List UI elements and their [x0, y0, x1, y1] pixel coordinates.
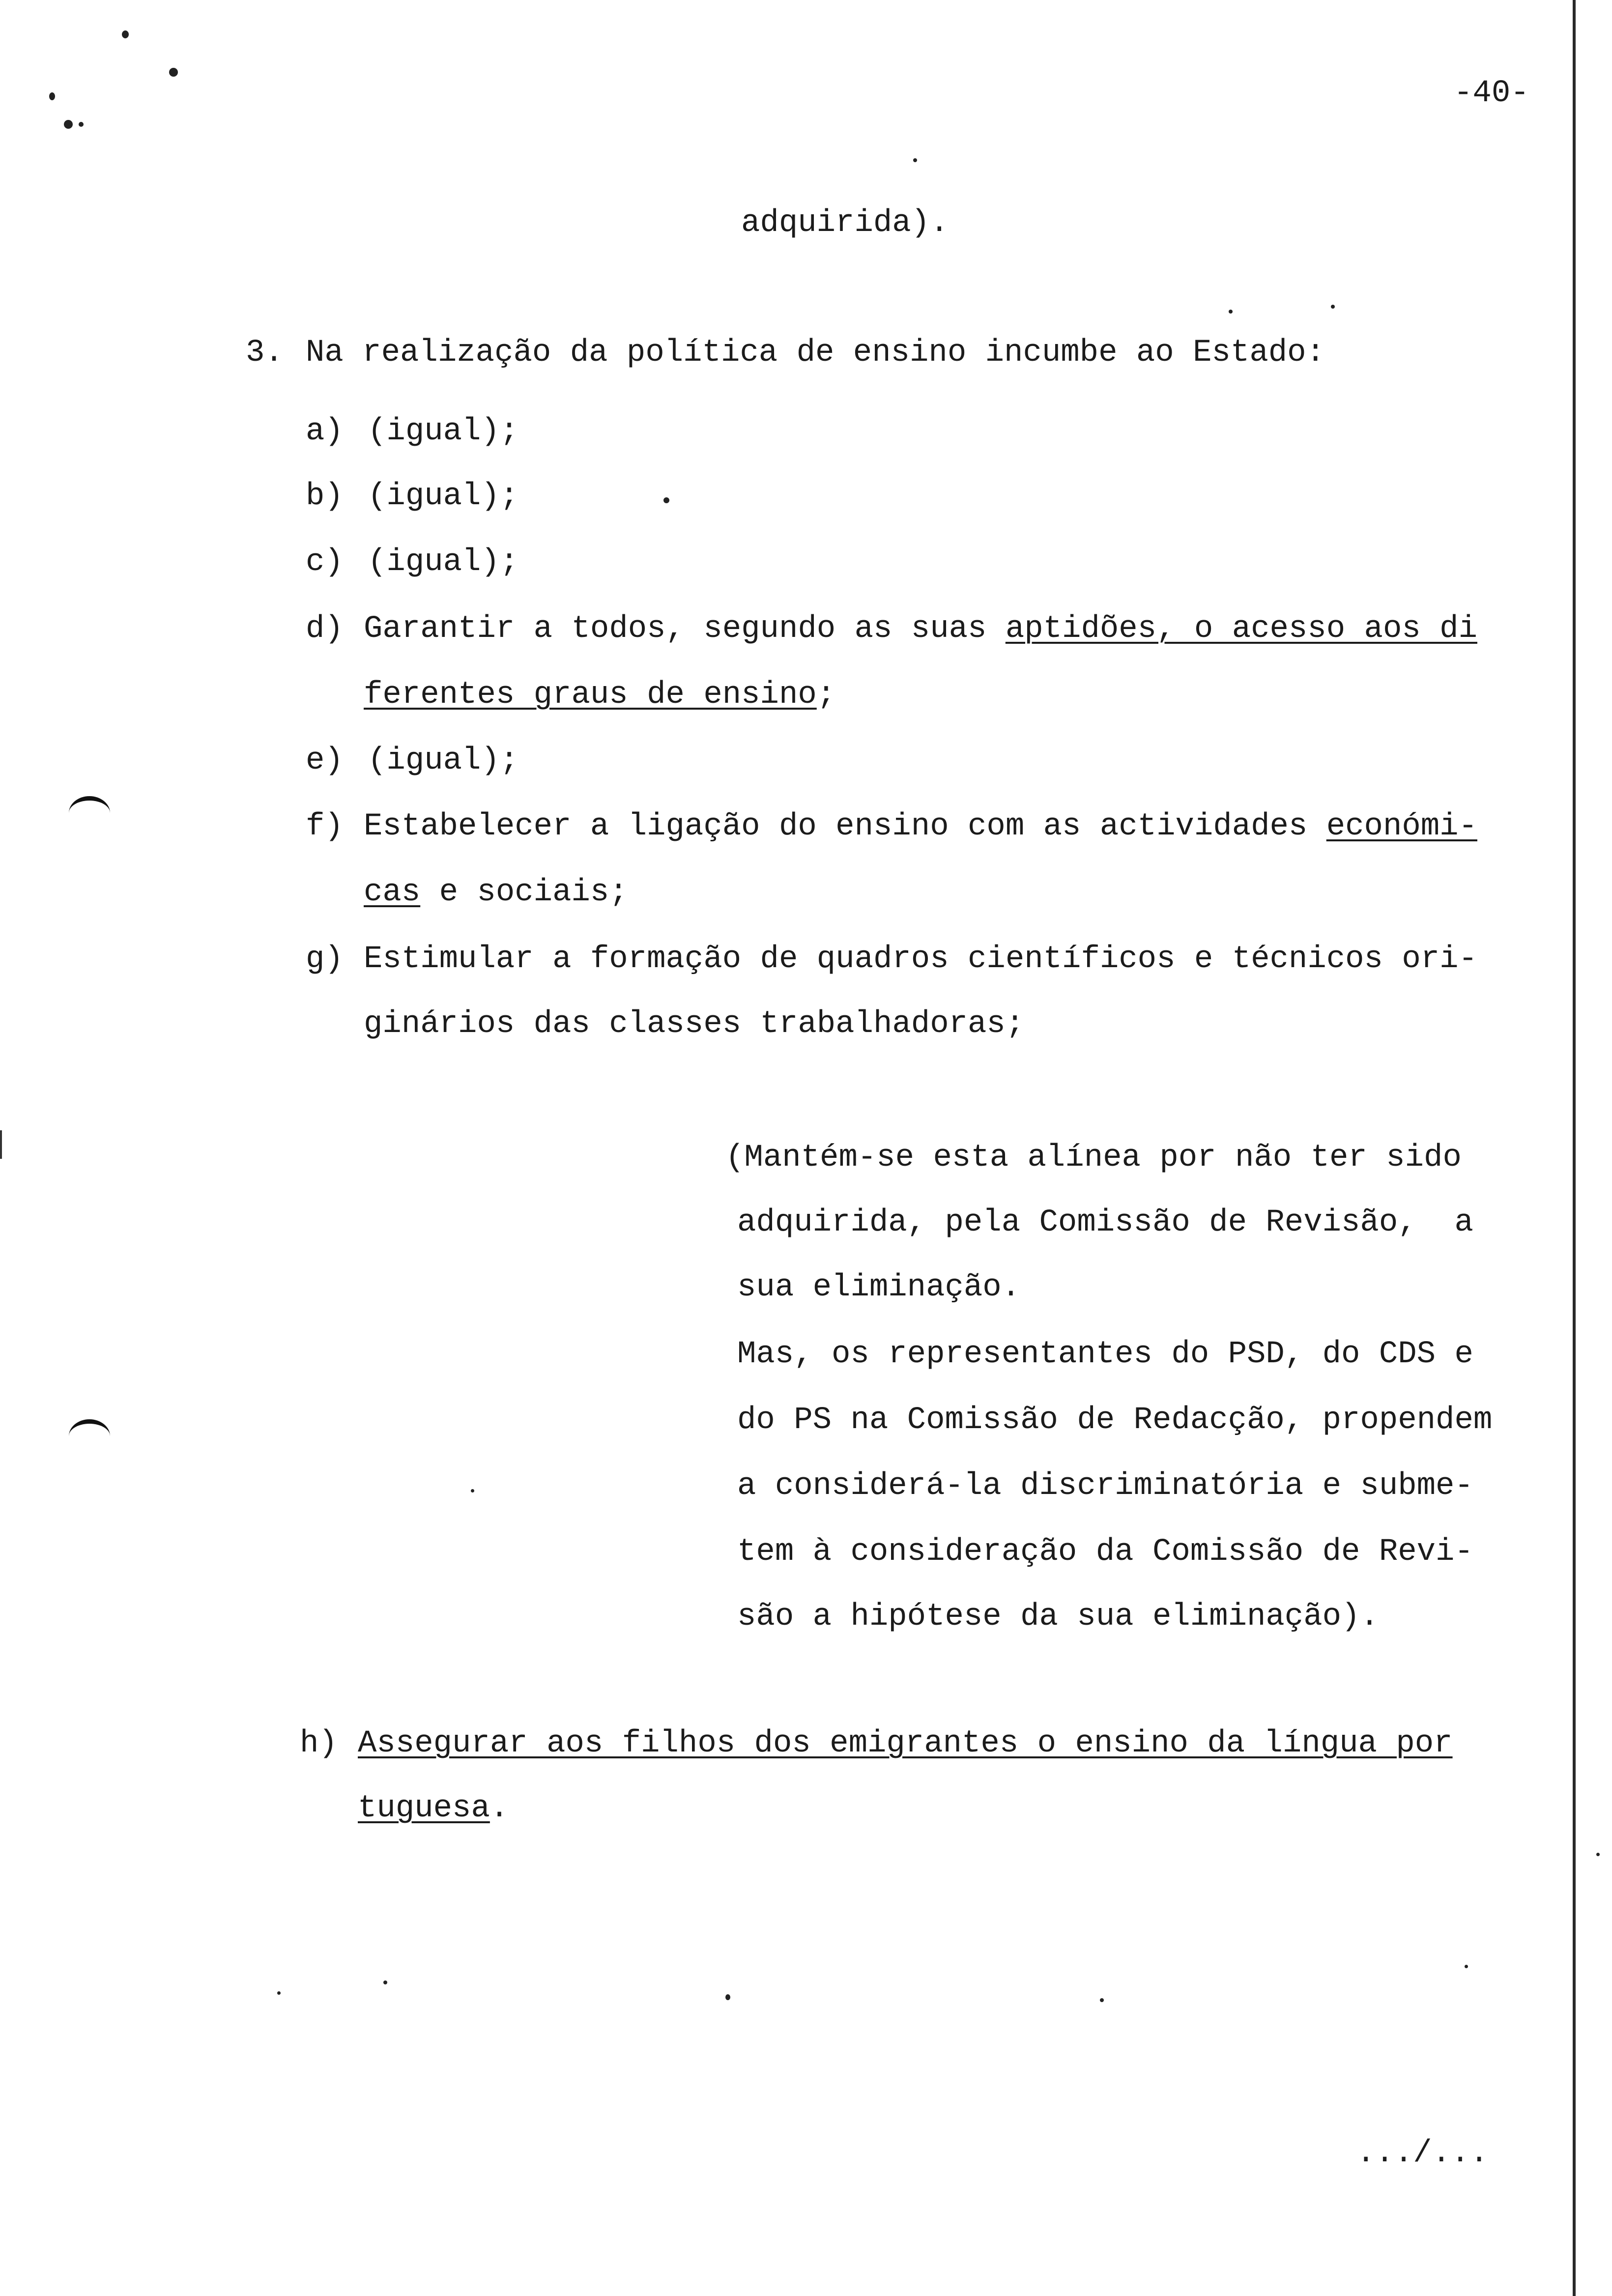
item-f-line2	[364, 873, 628, 912]
item-d-line2	[364, 675, 835, 715]
note-line-8: são a hipótese da sua eliminação).	[737, 1599, 1379, 1635]
item-h-line2-underlined: tuguesa	[358, 1791, 490, 1826]
page-number: -40-	[1454, 76, 1529, 111]
continuation-mark: .../...	[1356, 2136, 1489, 2171]
scan-speck	[49, 92, 55, 100]
item-g-line2: ginários das classes trabalhadoras;	[364, 1006, 1025, 1042]
item-h-line1	[358, 1724, 1453, 1763]
item-h-line2-tail: .	[489, 1791, 509, 1826]
note-line-2: adquirida, pela Comissão de Revisão, a	[737, 1205, 1473, 1240]
scan-speck	[1465, 1965, 1468, 1968]
item-g-line1: Estimular a formação de quadros científicos e técnicos ori-	[364, 942, 1477, 977]
binder-hole-arc	[69, 1419, 110, 1453]
section-intro: Na realização da política de ensino incumbe ao Estado:	[306, 335, 1325, 371]
scan-speck	[122, 30, 129, 38]
item-f-line1	[364, 807, 1477, 846]
scan-speck	[1100, 1998, 1104, 2002]
item-letter-g: g)	[306, 942, 344, 977]
item-text-a: (igual);	[368, 414, 519, 449]
scan-speck	[1229, 310, 1233, 314]
note-line-7: tem à consideração da Comissão de Revi-	[737, 1534, 1473, 1570]
scan-speck	[383, 1980, 387, 1984]
scan-speck	[277, 1991, 281, 1995]
item-f-line1-underlined: económi-	[1326, 809, 1477, 844]
item-text-e: (igual);	[368, 743, 519, 778]
item-d-line1-underlined: aptidões, o acesso aos di	[1005, 611, 1477, 647]
scan-speck	[725, 1994, 730, 2000]
item-d-line2-underlined: ferentes graus de ensino	[364, 677, 817, 713]
item-d-line1	[364, 609, 1477, 649]
item-f-line2-underlined: cas	[364, 875, 421, 910]
scan-speck	[913, 158, 917, 162]
item-f-line2-tail: e sociais;	[420, 875, 628, 910]
item-letter-a: a)	[306, 414, 344, 449]
scan-speck	[471, 1489, 474, 1492]
item-d-line2-tail: ;	[816, 677, 836, 713]
scan-speck	[1331, 305, 1335, 309]
item-f-line1-plain: Estabelecer a ligação do ensino com as actividades	[364, 809, 1326, 844]
item-letter-h: h)	[300, 1726, 338, 1761]
item-d-line1-plain: Garantir a todos, segundo as suas	[364, 611, 1006, 647]
item-h-line1-underlined: Assegurar aos filhos dos emigrantes o ensino da língua por	[358, 1726, 1453, 1761]
item-h-line2	[358, 1789, 509, 1828]
scan-speck	[169, 68, 178, 77]
item-letter-f: f)	[306, 809, 344, 844]
scan-speck	[79, 122, 84, 127]
item-letter-c: c)	[306, 545, 344, 580]
note-line-5: do PS na Comissão de Redacção, propendem	[737, 1403, 1493, 1438]
note-line-1: (Mantém-se esta alínea por não ter sido	[725, 1140, 1462, 1176]
scan-edge-mark	[0, 1130, 2, 1159]
page-edge-rule	[1573, 0, 1576, 2296]
item-letter-d: d)	[306, 611, 344, 647]
section-number: 3.	[246, 335, 284, 371]
continuation-text: adquirida).	[741, 205, 949, 241]
scan-speck	[663, 497, 669, 503]
scan-speck	[64, 120, 73, 129]
scan-speck	[1596, 1853, 1600, 1856]
note-line-3: sua eliminação.	[737, 1270, 1021, 1305]
note-line-4: Mas, os representantes do PSD, do CDS e	[737, 1337, 1473, 1372]
item-letter-e: e)	[306, 743, 344, 778]
note-line-6: a considerá-la discriminatória e subme-	[737, 1468, 1473, 1504]
binder-hole-arc	[69, 796, 110, 830]
item-text-c: (igual);	[368, 545, 519, 580]
item-letter-b: b)	[306, 479, 344, 514]
item-text-b: (igual);	[368, 479, 519, 514]
